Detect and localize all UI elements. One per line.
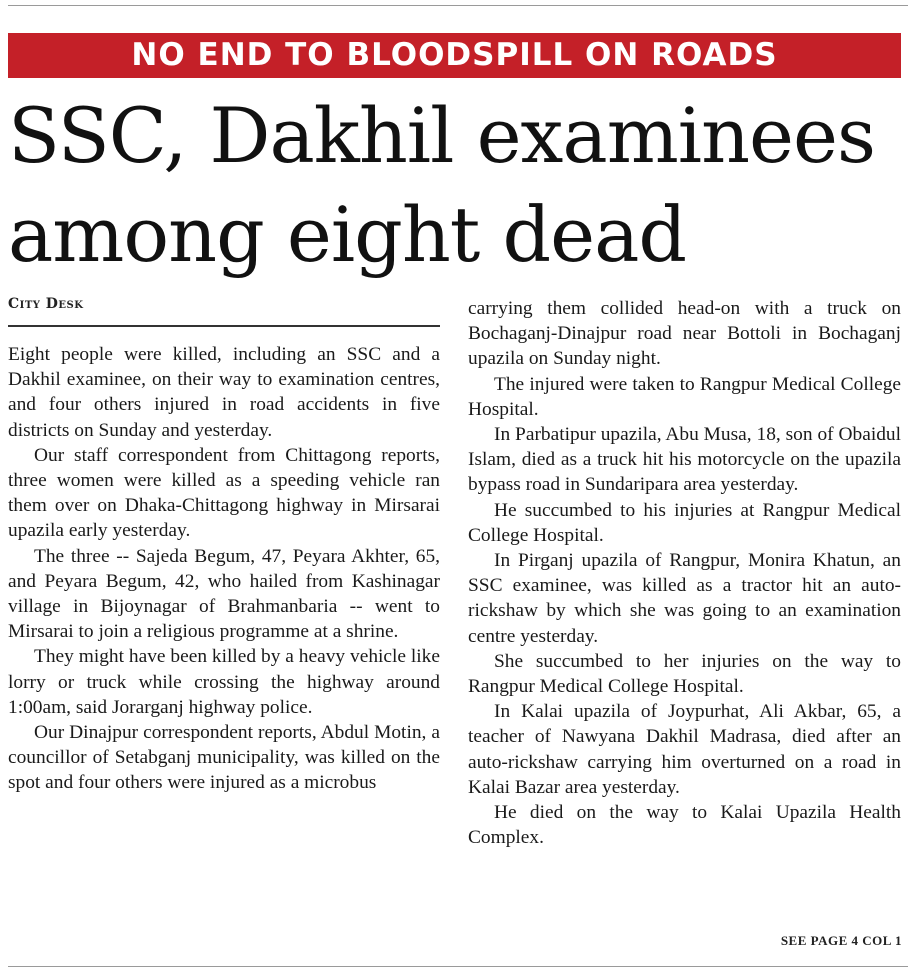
paragraph: In Kalai upazila of Joypurhat, Ali Akbar, 65, a teacher of Nawyana Dakhil Madrasa, died after an auto-rickshaw carrying him overturned on a road in Kalai Bazar area yesterday. bbox=[468, 701, 901, 798]
kicker-banner: NO END TO BLOODSPILL ON ROADS bbox=[8, 33, 901, 78]
headline bbox=[8, 86, 908, 284]
column-left bbox=[8, 342, 440, 796]
headline-line-1: SSC, Dakhil examinees bbox=[8, 91, 875, 180]
paragraph: In Parbatipur upazila, Abu Musa, 18, son of Obaidul Islam, died as a truck hit his motorcycle on the upazila bypass road in Sundaripara area yesterday. bbox=[468, 424, 901, 496]
paragraph: She succumbed to her injuries on the way to Rangpur Medical College Hospital. bbox=[468, 650, 901, 698]
paragraph: carrying them collided head-on with a truck on Bochaganj-Dinajpur road near Bottoli in Bochaganj upazila on Sunday night. bbox=[468, 298, 901, 370]
byline: City Desk bbox=[8, 296, 84, 312]
bottom-rule bbox=[8, 966, 908, 967]
headline-line-2: among eight dead bbox=[8, 190, 687, 279]
jump-line: SEE PAGE 4 COL 1 bbox=[780, 933, 902, 948]
paragraph: Eight people were killed, including an SSC and a Dakhil examinee, on their way to examination centres, and four others injured in road accidents in five districts on Sunday and yesterday. bbox=[8, 344, 440, 441]
paragraph: Our staff correspondent from Chittagong reports, three women were killed as a speeding vehicle ran them over on Dhaka-Chittagong highway in Mirsarai upazila early yesterday. bbox=[8, 444, 440, 542]
byline-rule bbox=[8, 325, 440, 327]
paragraph: He succumbed to his injuries at Rangpur Medical College Hospital. bbox=[468, 499, 901, 546]
paragraph: The three -- Sajeda Begum, 47, Peyara Akhter, 65, and Peyara Begum, 42, who hailed from Kashinagar village in Bijoynagar of Brahmanbaria -- went to Mirsarai to join a religious programme at a shrine. bbox=[8, 545, 440, 643]
column-right bbox=[468, 296, 901, 850]
paragraph: He died on the way to Kalai Upazila Health Complex. bbox=[468, 802, 901, 849]
paragraph: Our Dinajpur correspondent reports, Abdul Motin, a councillor of Setabganj municipality, was killed on the spot and four others were injured as a microbus bbox=[8, 722, 440, 794]
paragraph: The injured were taken to Rangpur Medical College Hospital. bbox=[468, 373, 901, 420]
paragraph: They might have been killed by a heavy vehicle like lorry or truck while crossing the highway around 1:00am, said Jorarganj highway police. bbox=[8, 646, 440, 718]
top-rule bbox=[8, 5, 908, 6]
paragraph: In Pirganj upazila of Rangpur, Monira Khatun, an SSC examinee, was killed as a tractor hit an auto-rickshaw by which she was going to an examination centre yesterday. bbox=[468, 550, 901, 647]
